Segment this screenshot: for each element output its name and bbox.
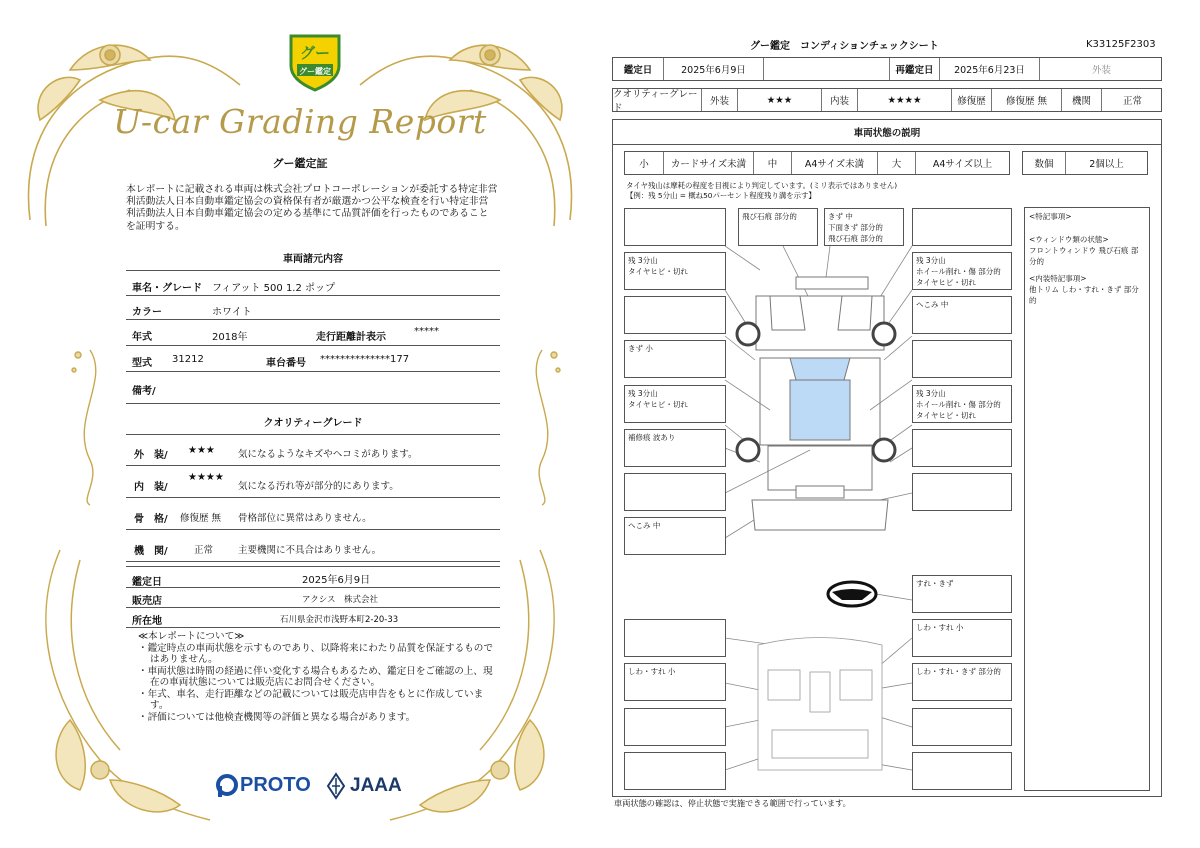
svg-text:グー: グー: [299, 44, 331, 62]
ornament-mid-left: [60, 340, 120, 510]
damage-box-top-right: [824, 208, 904, 246]
damage-left-5-text: 補修痕 波あり: [628, 433, 676, 442]
notes-title: ≪本レポートについて≫: [138, 631, 245, 642]
info-address-value: 石川県金沢市浅野本町2-20-33: [280, 615, 399, 625]
count-desc: 2個以上: [1065, 152, 1147, 174]
quality-frame-grade: 修復歴 無: [180, 513, 222, 524]
spec-row-name: [126, 270, 500, 296]
damage-box-int-left-3: [624, 708, 726, 746]
date-value: 2025年6月9日: [663, 58, 763, 80]
spec-remarks-label: 備考/: [132, 386, 156, 397]
quality-row-frame: [126, 498, 500, 530]
quality-frame-label: 骨 格/: [134, 514, 168, 525]
damage-top-mid-text: 飛び石痕 部分的: [742, 212, 797, 221]
damage-int-right-2-text: しわ・すれ・きず 部分的: [916, 667, 1001, 676]
quality-row-interior: [126, 466, 500, 498]
note-item-2: ・車両状態は時間の経過に伴い変化する場合もあるため、鑑定日をご確認の上、現在の車両状態については販売店にお問合せください。: [138, 665, 493, 688]
tire-note-2: 【例：残 5分山 = 概ね50パーセント程度残り溝を示す】: [626, 191, 816, 200]
quality-interior-grade: ★★★★: [188, 472, 224, 483]
damage-box-right-5: [912, 429, 1012, 467]
quality-row-exterior: [126, 434, 500, 466]
ornament-mid-right: [512, 340, 572, 510]
info-row-date: [126, 566, 500, 588]
engine-label: 機関: [1061, 89, 1101, 111]
count-label: 数個: [1034, 159, 1054, 170]
size-mid-label: 中: [753, 152, 791, 174]
exterior-label: 外装: [701, 89, 737, 111]
repair-label: 修復歴: [951, 89, 991, 111]
engine-value: 正常: [1101, 89, 1163, 111]
sheet-title: グー鑑定 コンディションチェックシート: [750, 41, 939, 52]
grade-label: クオリティーグレード: [613, 89, 698, 114]
certificate-title: グー鑑定証: [272, 157, 328, 170]
size-large-label: 大: [877, 152, 915, 174]
note-item-4: ・評価については他検査機関等の評価と異なる場合があります。: [138, 711, 416, 723]
spec-row-model: [126, 346, 500, 372]
document-id: K33125F2303: [1086, 39, 1156, 50]
info-date-value: 2025年6月9日: [302, 575, 371, 586]
repair-value: 修復歴 無: [991, 89, 1061, 111]
damage-top-right-text-2: 下面きず 部分的: [828, 223, 883, 232]
quality-engine-grade: 正常: [194, 545, 214, 556]
redate-label: 再鑑定日: [889, 58, 939, 80]
info-dealer-label: 販売店: [132, 596, 162, 607]
damage-box-right-3: [912, 340, 1012, 378]
damage-left-1-text-a: 残 3分山: [628, 256, 658, 265]
damage-box-right-1: [912, 252, 1012, 290]
damage-left-7-text: へこみ 中: [628, 521, 661, 530]
damage-right-1-text-a: 残 3分山: [916, 256, 946, 265]
spec-mileage-label: 走行距離計表示: [316, 332, 386, 343]
spec-year-label: 年式: [132, 332, 152, 343]
damage-right-4-text-c: タイヤヒビ・切れ: [916, 411, 976, 420]
damage-box-top-left: [624, 208, 726, 246]
quality-title: クオリティーグレード: [263, 418, 363, 429]
spec-chassis-value: **************177: [320, 354, 410, 365]
damage-box-left-5: [624, 429, 726, 467]
interior-notes-value: 他トリム しわ・すれ・きず 部分的: [1029, 285, 1139, 305]
interior-label: 内装: [821, 89, 857, 111]
damage-right-4-text-a: 残 3分山: [916, 389, 946, 398]
specs-title: 車両諸元内容: [283, 254, 343, 265]
damage-right-1-text-b: ホイール削れ・傷 部分的: [916, 267, 1001, 276]
quality-exterior-grade: ★★★: [188, 445, 215, 456]
damage-box-left-1: [624, 252, 726, 290]
note-item-1: ・鑑定時点の車両状態を示すものであり、以降将来にわたり品質を保証するものではありません。: [138, 642, 493, 665]
interior-grade: ★★★★: [857, 89, 951, 111]
spec-mileage-value: *****: [414, 326, 439, 337]
damage-top-right-text-3: 飛び石痕 部分的: [828, 234, 883, 243]
damage-right-4-text-b: ホイール削れ・傷 部分的: [916, 400, 1001, 409]
damage-box-top-far-right: [912, 208, 1012, 246]
proto-logo-text: PROTO: [240, 774, 311, 796]
badge-text: グー鑑定: [299, 67, 331, 76]
interior-notes-title: <内装特記事項>: [1029, 274, 1087, 283]
logos: [0, 768, 600, 804]
damage-steering-text: すれ・きず: [916, 579, 954, 588]
damage-box-top-mid: [738, 208, 818, 246]
damage-box-int-right-4: [912, 752, 1012, 790]
damage-int-right-1-text: しわ・すれ 小: [916, 623, 964, 632]
damage-left-4-text-b: タイヤヒビ・切れ: [628, 400, 688, 409]
quality-engine-desc: 主要機関に不具合はありません。: [238, 545, 382, 556]
damage-box-right-6: [912, 473, 1012, 511]
spec-model-value: 31212: [172, 354, 204, 365]
spec-row-color: [126, 296, 500, 320]
quality-exterior-label: 外 装/: [134, 450, 168, 461]
spec-color-label: カラー: [132, 307, 162, 318]
damage-box-int-left-4: [624, 752, 726, 790]
damage-box-left-6: [624, 473, 726, 511]
quality-engine-label: 機 関/: [134, 546, 168, 557]
damage-box-left-7: [624, 517, 726, 555]
damage-box-left-2: [624, 296, 726, 334]
damage-box-int-right-1: [912, 619, 1012, 657]
certificate-body: 本レポートに記載される車両は株式会社プロトコーポレーションが委託する特定非営利活動法人日本自動車鑑定協会の資格保有者が厳選かつ公平な検査を行い特定非営利活動法人日本自動車鑑定協会の定める基準にて品質評価を行ったものであることを証明する。: [126, 184, 498, 232]
damage-box-int-left-2: [624, 663, 726, 701]
spec-color-value: ホワイト: [212, 307, 252, 318]
quality-interior-desc: 気になる汚れ等が部分的にあります。: [238, 481, 399, 492]
quality-interior-label: 内 装/: [134, 482, 168, 493]
redate-value: 2025年6月23日: [939, 58, 1039, 80]
damage-left-4-text-a: 残 3分山: [628, 389, 658, 398]
size-small-label: 小: [639, 159, 649, 170]
damage-box-steering: [912, 575, 1012, 613]
damage-box-int-left-1: [624, 619, 726, 657]
size-small-desc: カードサイズ未満: [663, 152, 753, 174]
info-row-dealer: [126, 588, 500, 608]
damage-right-1-text-c: タイヤヒビ・切れ: [916, 278, 976, 287]
jaaa-logo-icon: [326, 772, 346, 800]
goo-kantei-badge: [287, 30, 343, 92]
steering-wheel-icon: [828, 582, 876, 606]
special-notes-title: <特記事項>: [1029, 212, 1072, 221]
info-dealer-value: アクシス 株式会社: [302, 595, 378, 605]
damage-box-left-4: [624, 385, 726, 423]
damage-top-right-text-1: きず 中: [828, 212, 853, 221]
damage-right-2-text: へこみ 中: [916, 300, 949, 309]
damage-left-3-text: きず 小: [628, 344, 653, 353]
condition-check-sheet: [600, 0, 1200, 848]
spec-name-value: フィアット 500 1.2 ポップ: [212, 283, 336, 294]
spec-row-remarks: [126, 372, 500, 404]
note-item-3: ・年式、車名、走行距離などの記載については販売店申告をもとに作成しています。: [138, 688, 484, 711]
spec-year-value: 2018年: [212, 332, 248, 343]
damage-box-right-2: [912, 296, 1012, 334]
jaaa-logo-text: JAAA: [350, 775, 402, 796]
exterior-grade: ★★★: [737, 89, 821, 111]
tire-note-1: タイヤ残山は摩耗の程度を目視により判定しています。(ミリ表示ではありません): [626, 181, 898, 190]
condition-title: 車両状態の説明: [853, 128, 921, 139]
damage-box-right-4: [912, 385, 1012, 423]
quality-exterior-desc: 気になるようなキズやヘコミがあります。: [238, 449, 418, 460]
damage-box-left-3: [624, 340, 726, 378]
quality-frame-desc: 骨格部位に異常はありません。: [238, 513, 372, 524]
damage-left-1-text-b: タイヤヒビ・切れ: [628, 267, 688, 276]
interior-seats: [758, 638, 882, 771]
sheet-footer: 車両状態の確認は、停止状態で実施できる範囲で行っています。: [614, 798, 851, 808]
inspection-type: 外装: [1039, 58, 1163, 80]
info-address-label: 所在地: [132, 616, 162, 627]
info-row-address: [126, 608, 500, 628]
damage-box-int-right-2: [912, 663, 1012, 701]
quality-row-engine: [126, 530, 500, 562]
damage-box-int-right-3: [912, 708, 1012, 746]
info-date-label: 鑑定日: [132, 577, 162, 588]
window-notes-value: フロントウィンドウ 飛び石痕 部分的: [1029, 246, 1139, 266]
spec-model-label: 型式: [132, 358, 152, 369]
window-notes-title: <ウィンドウ類の状態>: [1029, 235, 1109, 244]
size-mid-desc: A4サイズ未満: [791, 152, 877, 174]
spec-row-year: [126, 320, 500, 346]
proto-logo-icon: [216, 774, 238, 798]
spec-chassis-label: 車台番号: [266, 358, 306, 369]
date-label: 鑑定日: [623, 65, 653, 76]
report-title: U-car Grading Report: [113, 102, 487, 141]
spec-name-label: 車名・グレード: [132, 283, 202, 294]
damage-int-left-2-text: しわ・すれ 小: [628, 667, 676, 676]
report-notes: [138, 631, 494, 723]
size-large-desc: A4サイズ以上: [915, 152, 1009, 174]
